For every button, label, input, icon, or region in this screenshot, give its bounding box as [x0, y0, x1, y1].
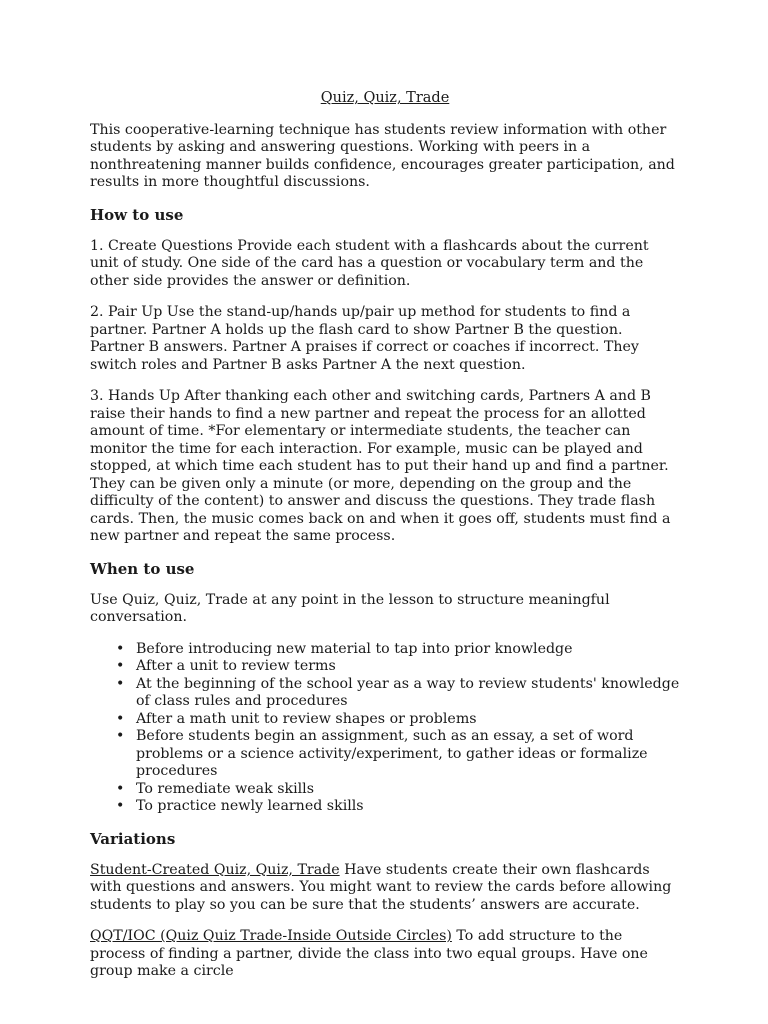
intro-paragraph: This cooperative-learning technique has students review information with other students by asking and answering questions. Working with peers in a nonthreatening manner builds confidence, encourages greater participation, and results in more thoughtful discussions.	[90, 121, 675, 190]
list-item	[116, 710, 680, 729]
variations-heading: Variations	[90, 829, 176, 848]
step-create-questions: 1. Create Questions Provide each student with a flashcards about the current unit of study. One side of the card has a question or vocabulary term and the other side provides the answer or definition.	[90, 237, 649, 289]
list-item	[116, 658, 680, 676]
step-pair-up: 2. Pair Up Use the stand-up/hands up/pair up method for students to find a partner. Partner A holds up the flash card to show Partner B the question. Partner B answers. Partner A praises if correct or coaches if incorrect. They switch roles and Partner B asks Partner A the next question.	[90, 304, 639, 373]
bullet-icon: •	[116, 658, 125, 674]
variation-qqt-ioc	[90, 928, 680, 981]
list-item-text: Before students begin an assignment, such as an essay, a set of word problems or a science activity/experiment, to gather ideas or formalize procedures	[136, 728, 648, 779]
variation-text: To add structure to the process of finding a partner, divide the class into two equal groups. Have one group make a circle	[90, 928, 648, 979]
when-to-use-list	[90, 641, 680, 816]
when-to-use-intro: Use Quiz, Quiz, Trade at any point in the lesson to structure meaningful conversation.	[90, 591, 610, 625]
variation-name: Student-Created Quiz, Quiz, Trade	[90, 861, 340, 878]
document-title: Quiz, Quiz, Trade	[320, 90, 450, 106]
variation-text: Have students create their own flashcards with questions and answers. You might want to review the cards before allowing students to play so you can be sure that the students’ answers are accurate.	[90, 861, 672, 913]
bullet-icon: •	[116, 780, 125, 797]
document-page	[90, 90, 680, 995]
list-item	[116, 780, 680, 799]
list-item-text: Before introducing new material to tap into prior knowledge	[136, 640, 573, 657]
bullet-icon: •	[116, 798, 125, 814]
bullet-icon: •	[116, 728, 125, 744]
bullet-icon: •	[116, 675, 125, 692]
list-item-text: After a unit to review terms	[136, 658, 336, 674]
list-item	[116, 675, 680, 711]
variation-name: QQT/IOC (Quiz Quiz Trade-Inside Outside Circles)	[90, 928, 452, 944]
bullet-icon: •	[116, 710, 125, 727]
variation-student-created	[90, 862, 680, 915]
step-hands-up: 3. Hands Up After thanking each other and switching cards, Partners A and B raise their hands to find a new partner and repeat the process for an allotted amount of time. *For elementary or intermediate students, the teacher can monitor the time for each interaction. For example, music can be played and stopped, at which time each student has to put their hand up and find a partner. They can be given only a minute (or more, depending on the group and the difficulty of the content) to answer and discuss the questions. They trade flash cards. Then, the music comes back on and when it goes off, students must find a new partner and repeat the same process.	[90, 388, 671, 544]
when-to-use-heading: When to use	[90, 559, 195, 578]
list-item-text: At the beginning of the school year as a way to review students' knowledge of class rules and procedures	[136, 675, 680, 709]
how-to-use-heading: How to use	[90, 205, 184, 224]
list-item-text: To practice newly learned skills	[136, 798, 364, 814]
bullet-icon: •	[116, 640, 125, 657]
list-item	[116, 728, 680, 781]
list-item-text: To remediate weak skills	[136, 780, 315, 797]
list-item	[116, 798, 680, 816]
list-item	[116, 640, 680, 659]
list-item-text: After a math unit to review shapes or problems	[136, 710, 477, 727]
